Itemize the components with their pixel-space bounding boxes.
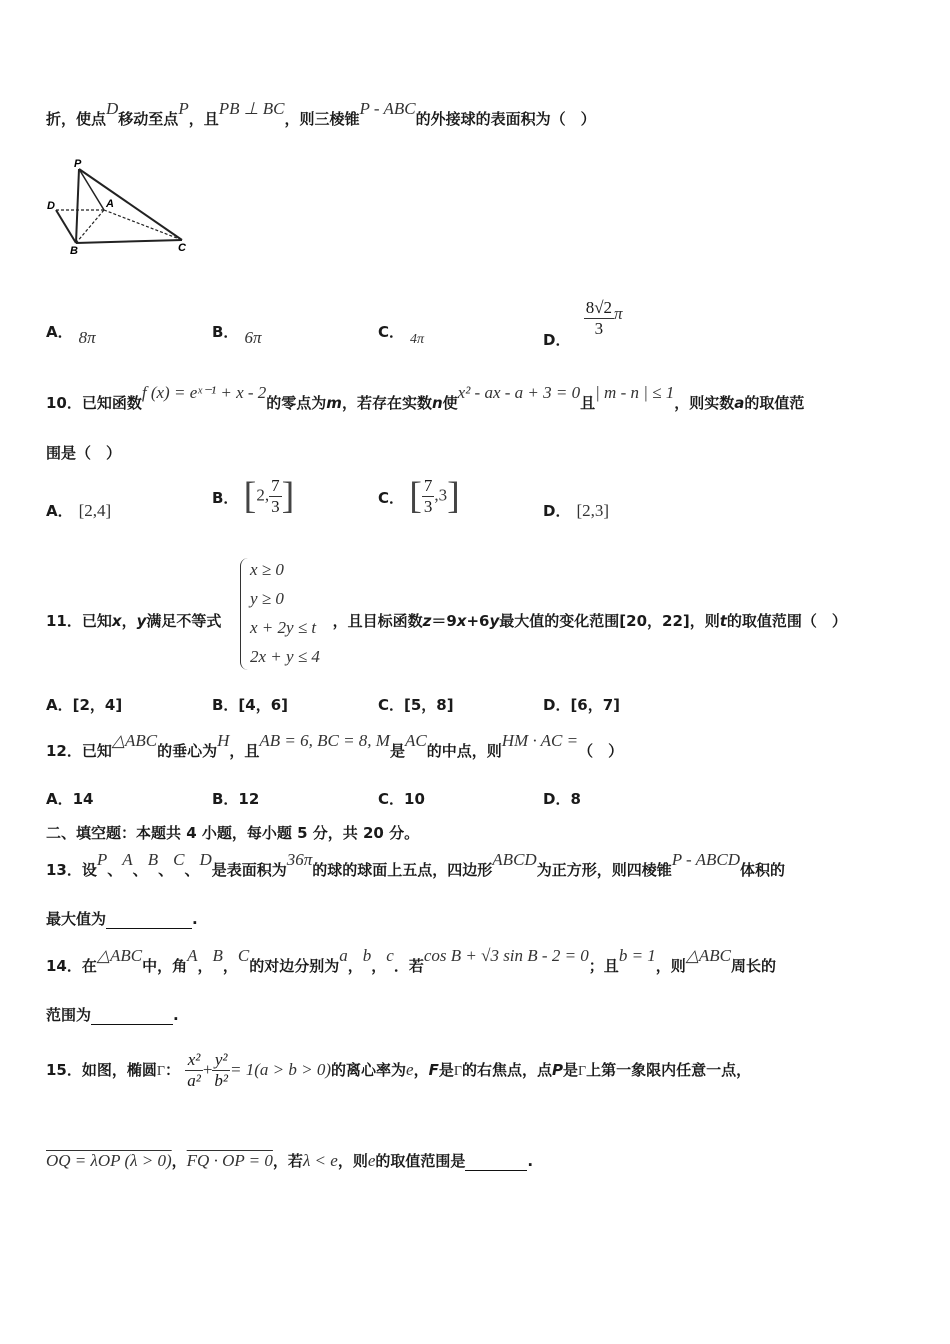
q11-ineq-2: y ≥ 0 [250,589,284,608]
q11-stem: 11．已知x，y满足不等式 ，且目标函数z＝9x+6y最大值的变化范围[20，22]，则t的取值范围（ ） [46,612,847,630]
q12-option-b[interactable]: B．12 [212,790,260,808]
q9-option-d[interactable]: D． $\frac{8√2}{3}$ π [543,298,623,349]
fig-label-b: B [70,245,78,257]
q9-option-c[interactable]: C． 4π [378,323,425,347]
fig-label-a: A [106,198,114,210]
q12-option-a[interactable]: A．14 [46,790,94,808]
q13-answer-blank[interactable] [106,910,192,929]
q10-stem: 10．已知函数f (x) = eˣ⁻¹ + x - 2的零点为m，若存在实数n使x² - ax - a + 3 = 0且| m - n | ≤ 1，则实数a的取值范 [46,383,805,412]
q12-option-d[interactable]: D．8 [543,790,581,808]
q14-answer-blank[interactable] [91,1006,173,1025]
q11-ineq-3: x + 2y ≤ t [250,618,317,637]
q15-stem: 15．如图，椭圆Γ： $\frac{\text{x²}}{\text{a²}}$ + $\frac{\text{y²}}{\text{b²}}$ = 1(a > b > 0)的离心率为e，F是Γ的右焦点，点P是Γ上第一象限内任意一点， [46,1050,752,1090]
q13-stem-line2: 最大值为 . [46,910,198,928]
q11-option-d[interactable]: D．[6，7] [543,696,621,714]
q12-option-c[interactable]: C．10 [378,790,425,808]
q11-ineq-1: x ≥ 0 [250,560,284,579]
q10-option-b[interactable]: B． [2, $\frac{7}{3}$ ] [212,475,295,517]
q10-stem-line2: 围是（ ） [46,444,122,462]
q10-option-a[interactable]: A． [2,4] [46,501,112,520]
q14-stem-line2: 范围为 . [46,1006,179,1024]
q14-stem: 14．在△ABC中，角A，B，C的对边分别为a，b，c．若cos B + √3 sin B - 2 = 0；且b = 1，则△ABC周长的 [46,946,777,975]
section-2-heading: 二、填空题：本题共 4 小题，每小题 5 分，共 20 分。 [46,824,420,842]
fig-label-c: C [178,242,186,254]
q9-pyramid-figure [44,158,194,258]
q11-ineq-4: 2x + y ≤ 4 [250,647,320,666]
q12-stem: 12．已知△ABC的垂心为H，且AB = 6, BC = 8, M是AC的中点，则HM · AC =（ ） [46,731,624,760]
q11-option-c[interactable]: C．[5，8] [378,696,454,714]
q15-stem-line2: OQ = λOP (λ > 0)，FQ · OP = 0，若λ < e，则e的取值范围是 . [46,1151,534,1170]
fig-label-p: P [74,158,82,170]
q11-option-b[interactable]: B．[4，6] [212,696,289,714]
q11-option-a[interactable]: A．[2，4] [46,696,123,714]
q9-option-a[interactable]: A． 8π [46,323,96,347]
q10-option-c[interactable]: C． [ $\frac{7}{3}$ ,3] [378,475,460,517]
fig-label-d: D [47,200,55,212]
q10-option-d[interactable]: D． [2,3] [543,501,610,520]
q15-answer-blank[interactable] [465,1152,527,1171]
q9-stem: 折，使点D移动至点P，且PB ⊥ BC，则三棱锥P - ABC的外接球的表面积为（ ） [46,99,596,128]
q13-stem: 13．设P、A、B、C、D是表面积为36π的球的球面上五点，四边形ABCD为正方形，则四棱锥P - ABCD体积的 [46,850,786,879]
q9-option-b[interactable]: B． 6π [212,323,262,347]
